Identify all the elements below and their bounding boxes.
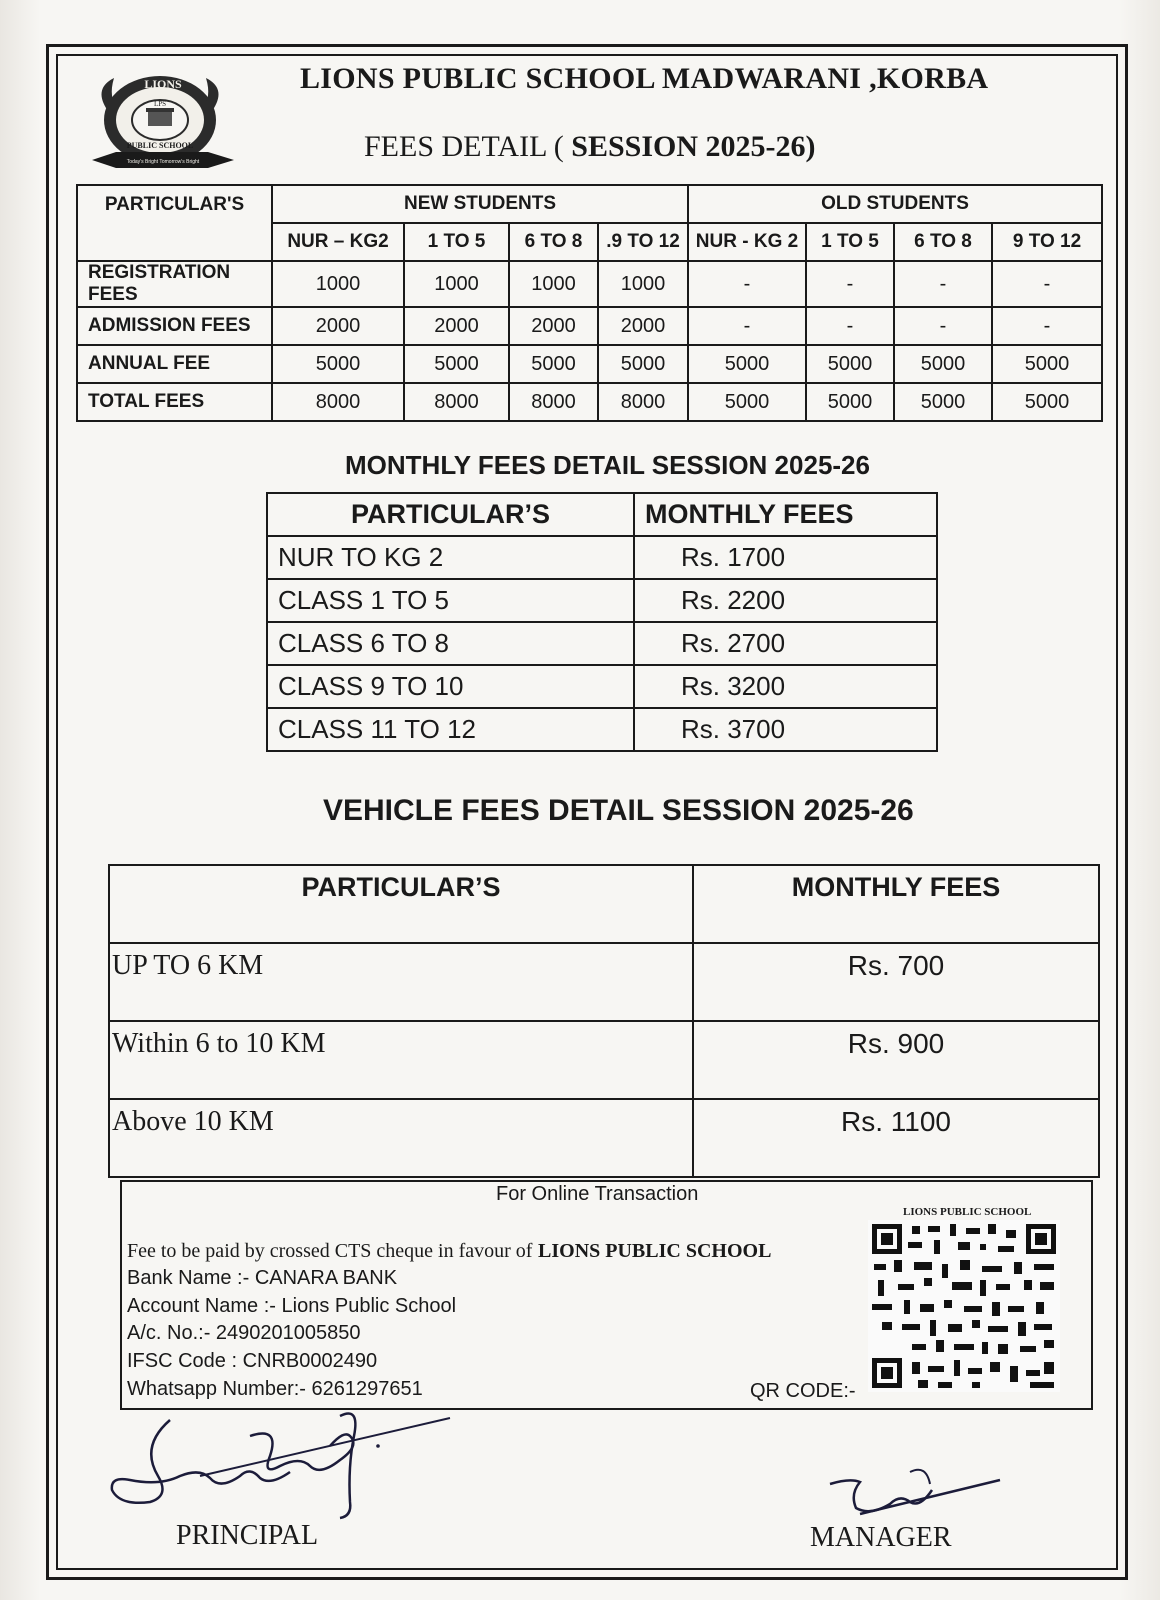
fee-cell: -	[806, 307, 894, 345]
vehicle-fees-title: VEHICLE FEES DETAIL SESSION 2025-26	[323, 794, 914, 827]
admission-fees-table	[76, 184, 1103, 422]
fee-cell: 5000	[688, 345, 806, 383]
vehicle-fees-table	[108, 864, 1100, 1178]
fee-cell: -	[992, 307, 1102, 345]
fee-cell: 1000	[598, 261, 688, 307]
logo-text-bottom: PUBLIC SCHOOL	[126, 141, 194, 150]
fee-cell: 5000	[992, 345, 1102, 383]
table-row	[109, 1099, 1099, 1177]
fee-cell: 1000	[404, 261, 509, 307]
fee-cell: -	[806, 261, 894, 307]
fee-cell: 5000	[806, 345, 894, 383]
old-col-header: NUR - KG 2	[688, 223, 806, 261]
new-students-header: NEW STUDENTS	[272, 185, 688, 223]
fee-cell: -	[894, 261, 992, 307]
monthly-particulars-header: PARTICULAR’S	[267, 493, 634, 536]
old-col-header: 6 TO 8	[894, 223, 992, 261]
distance-label: UP TO 6 KM	[109, 943, 693, 1021]
table-row	[77, 345, 1102, 383]
bank-name: Bank Name :- CANARA BANK	[127, 1267, 398, 1289]
cheque-payee: LIONS PUBLIC SCHOOL	[538, 1240, 772, 1262]
fee-cell: 8000	[272, 383, 404, 421]
ifsc-code: IFSC Code : CNRB0002490	[127, 1350, 378, 1372]
monthly-fee: Rs. 3200	[634, 665, 937, 708]
particulars-header: PARTICULAR'S	[77, 185, 272, 261]
qr-caption: LIONS PUBLIC SCHOOL	[903, 1206, 1032, 1218]
fee-cell: 5000	[806, 383, 894, 421]
fees-title-session: SESSION 2025-26)	[571, 130, 816, 163]
account-name: Account Name :- Lions Public School	[127, 1295, 457, 1317]
distance-label: Within 6 to 10 KM	[109, 1021, 693, 1099]
old-col-header: 1 TO 5	[806, 223, 894, 261]
account-number: A/c. No.:- 2490201005850	[127, 1322, 361, 1344]
fee-cell: 2000	[509, 307, 598, 345]
fee-cell: 5000	[894, 383, 992, 421]
table-row	[267, 665, 937, 708]
logo-text-mid: LPS	[153, 100, 167, 108]
table-row	[77, 307, 1102, 345]
fee-cell: 5000	[509, 345, 598, 383]
fees-detail-title	[364, 130, 1064, 164]
class-label: CLASS 1 TO 5	[267, 579, 634, 622]
fee-cell: 2000	[404, 307, 509, 345]
row-label: REGISTRATION FEES	[77, 261, 272, 307]
class-label: CLASS 6 TO 8	[267, 622, 634, 665]
fee-cell: 8000	[404, 383, 509, 421]
fee-cell: 1000	[509, 261, 598, 307]
row-label: ADMISSION FEES	[77, 307, 272, 345]
table-row	[267, 708, 937, 751]
school-logo	[88, 68, 238, 180]
monthly-fees-table	[266, 492, 938, 752]
monthly-fee: Rs. 2200	[634, 579, 937, 622]
fee-cell: 1000	[272, 261, 404, 307]
monthly-fee: Rs. 1700	[634, 536, 937, 579]
vehicle-fee: Rs. 700	[693, 943, 1099, 1021]
fee-cell: 8000	[598, 383, 688, 421]
table-row	[109, 943, 1099, 1021]
table-row	[267, 622, 937, 665]
vehicle-fee: Rs. 900	[693, 1021, 1099, 1099]
new-col-header: NUR – KG2	[272, 223, 404, 261]
new-col-header: 6 TO 8	[509, 223, 598, 261]
fee-cell: 5000	[992, 383, 1102, 421]
manager-label: MANAGER	[810, 1522, 952, 1553]
logo-text-top: LIONS	[144, 77, 182, 91]
fee-cell: -	[688, 307, 806, 345]
fee-cell: 5000	[894, 345, 992, 383]
table-row	[77, 383, 1102, 421]
qr-code-label: QR CODE:-	[750, 1380, 856, 1402]
class-label: CLASS 9 TO 10	[267, 665, 634, 708]
fee-cell: 5000	[404, 345, 509, 383]
new-col-header: .9 TO 12	[598, 223, 688, 261]
row-label: ANNUAL FEE	[77, 345, 272, 383]
table-row	[109, 1021, 1099, 1099]
monthly-fee: Rs. 3700	[634, 708, 937, 751]
fee-cell: -	[688, 261, 806, 307]
old-col-header: 9 TO 12	[992, 223, 1102, 261]
qr-code-icon	[868, 1220, 1060, 1392]
vehicle-fee: Rs. 1100	[693, 1099, 1099, 1177]
fee-cell: 2000	[598, 307, 688, 345]
old-students-header: OLD STUDENTS	[688, 185, 1102, 223]
row-label: TOTAL FEES	[77, 383, 272, 421]
school-name: LIONS PUBLIC SCHOOL MADWARANI ,KORBA	[300, 62, 989, 95]
manager-signature	[820, 1454, 1020, 1524]
fee-cell: 5000	[272, 345, 404, 383]
class-label: CLASS 11 TO 12	[267, 708, 634, 751]
table-row	[267, 579, 937, 622]
table-row	[267, 536, 937, 579]
principal-label: PRINCIPAL	[176, 1520, 319, 1551]
principal-signature	[100, 1406, 480, 1526]
fee-cell: -	[992, 261, 1102, 307]
online-transaction-heading: For Online Transaction	[496, 1183, 699, 1205]
fee-cell: 2000	[272, 307, 404, 345]
distance-label: Above 10 KM	[109, 1099, 693, 1177]
table-row	[77, 261, 1102, 307]
monthly-fee: Rs. 2700	[634, 622, 937, 665]
fee-cell: -	[894, 307, 992, 345]
cheque-text: Fee to be paid by crossed CTS cheque in favour of	[127, 1240, 533, 1262]
whatsapp-number: Whatsapp Number:- 6261297651	[127, 1378, 423, 1400]
class-label: NUR TO KG 2	[267, 536, 634, 579]
monthly-fees-title: MONTHLY FEES DETAIL SESSION 2025-26	[345, 450, 870, 480]
fee-cell: 8000	[509, 383, 598, 421]
fee-cell: 5000	[598, 345, 688, 383]
vehicle-fees-header: MONTHLY FEES	[693, 865, 1099, 943]
fee-cell: 5000	[688, 383, 806, 421]
fees-title-prefix: FEES DETAIL (	[364, 130, 564, 163]
cheque-instruction	[127, 1240, 771, 1263]
monthly-fees-header: MONTHLY FEES	[634, 493, 937, 536]
logo-motto: Today's Bright Tomorrow's Bright	[126, 159, 200, 165]
new-col-header: 1 TO 5	[404, 223, 509, 261]
vehicle-particulars-header: PARTICULAR’S	[109, 865, 693, 943]
